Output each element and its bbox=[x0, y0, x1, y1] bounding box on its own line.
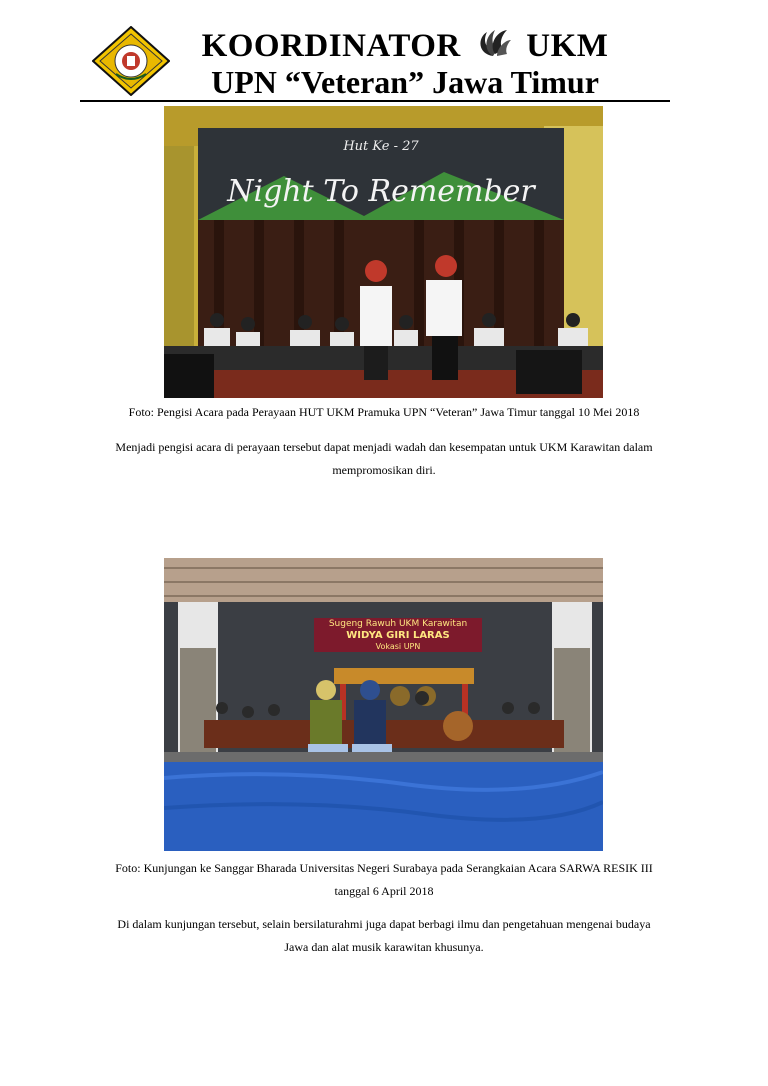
banner2-line2: WIDYA GIRI LARAS bbox=[346, 630, 450, 641]
ukm-swirl-logo-icon bbox=[473, 26, 513, 60]
banner1-line2: Night To Remember bbox=[227, 174, 535, 209]
banner2-line1: Sugeng Rawuh UKM Karawitan bbox=[328, 619, 468, 629]
banner2-line3: Vokasi UPN bbox=[375, 642, 421, 651]
banner1-line1: Hut Ke - 27 bbox=[343, 139, 419, 154]
page-header bbox=[80, 18, 670, 104]
header-divider bbox=[80, 100, 670, 102]
photo1-caption: Foto: Pengisi Acara pada Perayaan HUT UKM Pramuka UPN “Veteran” Jawa Timur tanggal 10 Mei 2018 bbox=[128, 405, 640, 419]
photo1-paragraph-line1: Menjadi pengisi acara di perayaan tersebut dapat menjadi wadah dan kesempatan untuk UKM Karawitan dalam bbox=[115, 440, 653, 454]
photo2-caption-line2: tanggal 6 April 2018 bbox=[334, 884, 434, 898]
photo2-paragraph-line2: Jawa dan alat musik karawitan khusunya. bbox=[284, 940, 484, 954]
photo-night-to-remember bbox=[164, 106, 603, 398]
photo2-paragraph-line1: Di dalam kunjungan tersebut, selain bersilaturahmi juga dapat berbagi ilmu dan pengetahuan mengenai budaya bbox=[117, 917, 651, 931]
header-title-line2: UPN “Veteran” Jawa Timur bbox=[211, 64, 599, 100]
header-title-line1: KOORDINATOR UKM bbox=[201, 28, 609, 64]
photo1-paragraph-line2: mempromosikan diri. bbox=[332, 463, 436, 477]
photo-sanggar-visit bbox=[164, 558, 603, 851]
photo2-caption-line1: Foto: Kunjungan ke Sanggar Bharada Universitas Negeri Surabaya pada Serangkaian Acara SARWA RESIK III bbox=[115, 861, 653, 875]
